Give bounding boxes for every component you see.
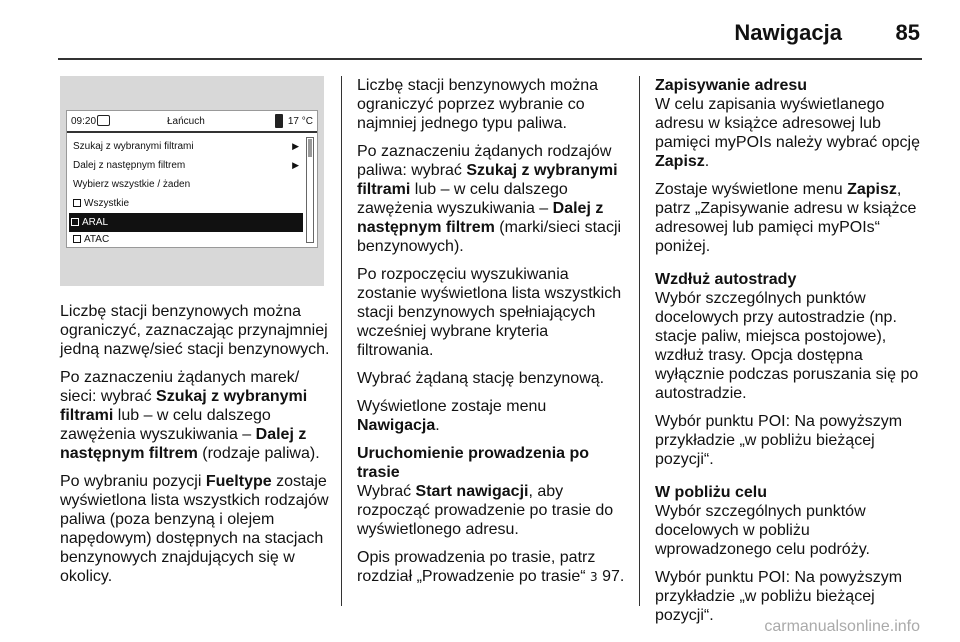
column-1 <box>60 302 330 595</box>
subheading: W pobliżu celu <box>655 484 767 501</box>
section-title: Nawigacja <box>734 20 842 45</box>
paragraph: Wybór szczególnych punktów docelowych przy autostradzie (np. stacje paliw, miejsca postojowe), wzdłuż trasy. Opcja dostępna wyłącznie podczas poruszania się po autostradzie. <box>655 290 919 402</box>
arrow-right-icon: ▶ <box>292 141 299 151</box>
infotainment-screen <box>66 110 318 248</box>
screen-row-search-filters: Szukaj z wybranymi filtrami ▶ <box>71 137 303 156</box>
watermark: carmanualsonline.info <box>764 618 920 635</box>
column-3 <box>655 76 930 634</box>
paragraph: Po wybraniu pozycji Fueltype zostaje wyświetlona lista wszystkich rodzajów paliwa (poza benzyną i olejem napędowym) dostępnych na stacjach benzynowych znajdujących się w okolicy. <box>60 473 329 585</box>
paragraph: Po rozpoczęciu wyszukiwania zostanie wyświetlona lista wszystkich stacji benzynowych spełniających wcześniej wybrane kryteria filtrowania. <box>357 266 622 359</box>
display-screenshot <box>60 76 324 286</box>
screen-row-next-filter: Dalej z następnym filtrem ▶ <box>71 156 303 175</box>
paragraph: Wybór punktu POI: Na powyższym przykładzie „w pobliżu bieżącej pozycji“. <box>655 413 903 468</box>
column-divider <box>639 76 640 606</box>
page-number: 85 <box>895 20 920 45</box>
scrollbar-thumb <box>308 139 312 157</box>
paragraph: Wybrać żądaną stację benzynową. <box>357 370 605 387</box>
subheading: Zapisywanie adresu <box>655 77 808 94</box>
column-divider <box>341 76 342 606</box>
paragraph: Opis prowadzenia po trasie, patrz rozdział „Prowadzenie po trasie“ 3 97. <box>357 549 625 585</box>
paragraph: Liczbę stacji benzynowych można ograniczyć poprzez wybranie co najmniej jednego typu paliwa. <box>357 77 599 132</box>
paragraph: Wyświetlone zostaje menu Nawigacja. <box>357 398 547 434</box>
paragraph: Po zaznaczeniu żądanych marek/ sieci: wybrać Szukaj z wybranymi filtrami lub – w celu dalszego zawężenia wyszukiwania – Dalej z następnym filtrem (rodzaje paliwa). <box>60 369 320 462</box>
screen-temperature: 17 °C <box>287 116 313 127</box>
screen-status-bar <box>67 111 317 133</box>
screen-row-select-all: Wybierz wszystkie / żaden <box>73 179 191 190</box>
paragraph: Zostaje wyświetlone menu Zapisz, patrz „Zapisywanie adresu w książce adresowej lub pamięci myPOIs“ poniżej. <box>655 181 917 255</box>
subheading: Wzdłuż autostrady <box>655 271 797 288</box>
subheading: Uruchomienie prowadzenia po trasie <box>357 445 590 481</box>
paragraph: W celu zapisania wyświetlanego adresu w książce adresowej lub pamięci myPOIs należy wybrać opcję Zapisz. <box>655 96 920 170</box>
scrollbar <box>306 137 314 243</box>
screen-title: Łańcuch <box>167 116 205 127</box>
page-ref-icon: 3 <box>590 570 598 584</box>
screen-row-all: Wszystkie <box>71 194 303 213</box>
checkbox-checked-icon <box>71 218 79 226</box>
checkbox-icon <box>73 199 81 207</box>
paragraph: Wybór szczególnych punktów docelowych w pobliżu wprowadzonego celu podróży. <box>655 503 870 558</box>
paragraph: Wybrać Start nawigacji, aby rozpocząć prowadzenie po trasie do wyświetlonego adresu. <box>357 483 614 538</box>
paragraph: Wybór punktu POI: Na powyższym przykładzie „w pobliżu bieżącej pozycji“. <box>655 569 903 624</box>
screen-row-atac: ATAC <box>71 232 303 248</box>
arrow-right-icon: ▶ <box>292 160 299 170</box>
checkbox-icon <box>73 235 81 243</box>
paragraph: Liczbę stacji benzynowych można ograniczyć, zaznaczając przynajmniej jedną nazwę/sieć stacji benzynowych. <box>60 303 330 358</box>
column-2 <box>357 76 627 596</box>
nav-icon <box>97 115 110 126</box>
phone-icon <box>275 114 283 128</box>
screen-row-aral: ARAL <box>69 213 303 232</box>
screen-clock: 09:20 <box>71 116 97 127</box>
page-header <box>58 14 922 60</box>
paragraph: Po zaznaczeniu żądanych rodzajów paliwa: wybrać Szukaj z wybranymi filtrami lub – w celu dalszego zawężenia wyszukiwania – Dalej z następnym filtrem (marki/sieci stacji benzynowych). <box>357 143 622 255</box>
